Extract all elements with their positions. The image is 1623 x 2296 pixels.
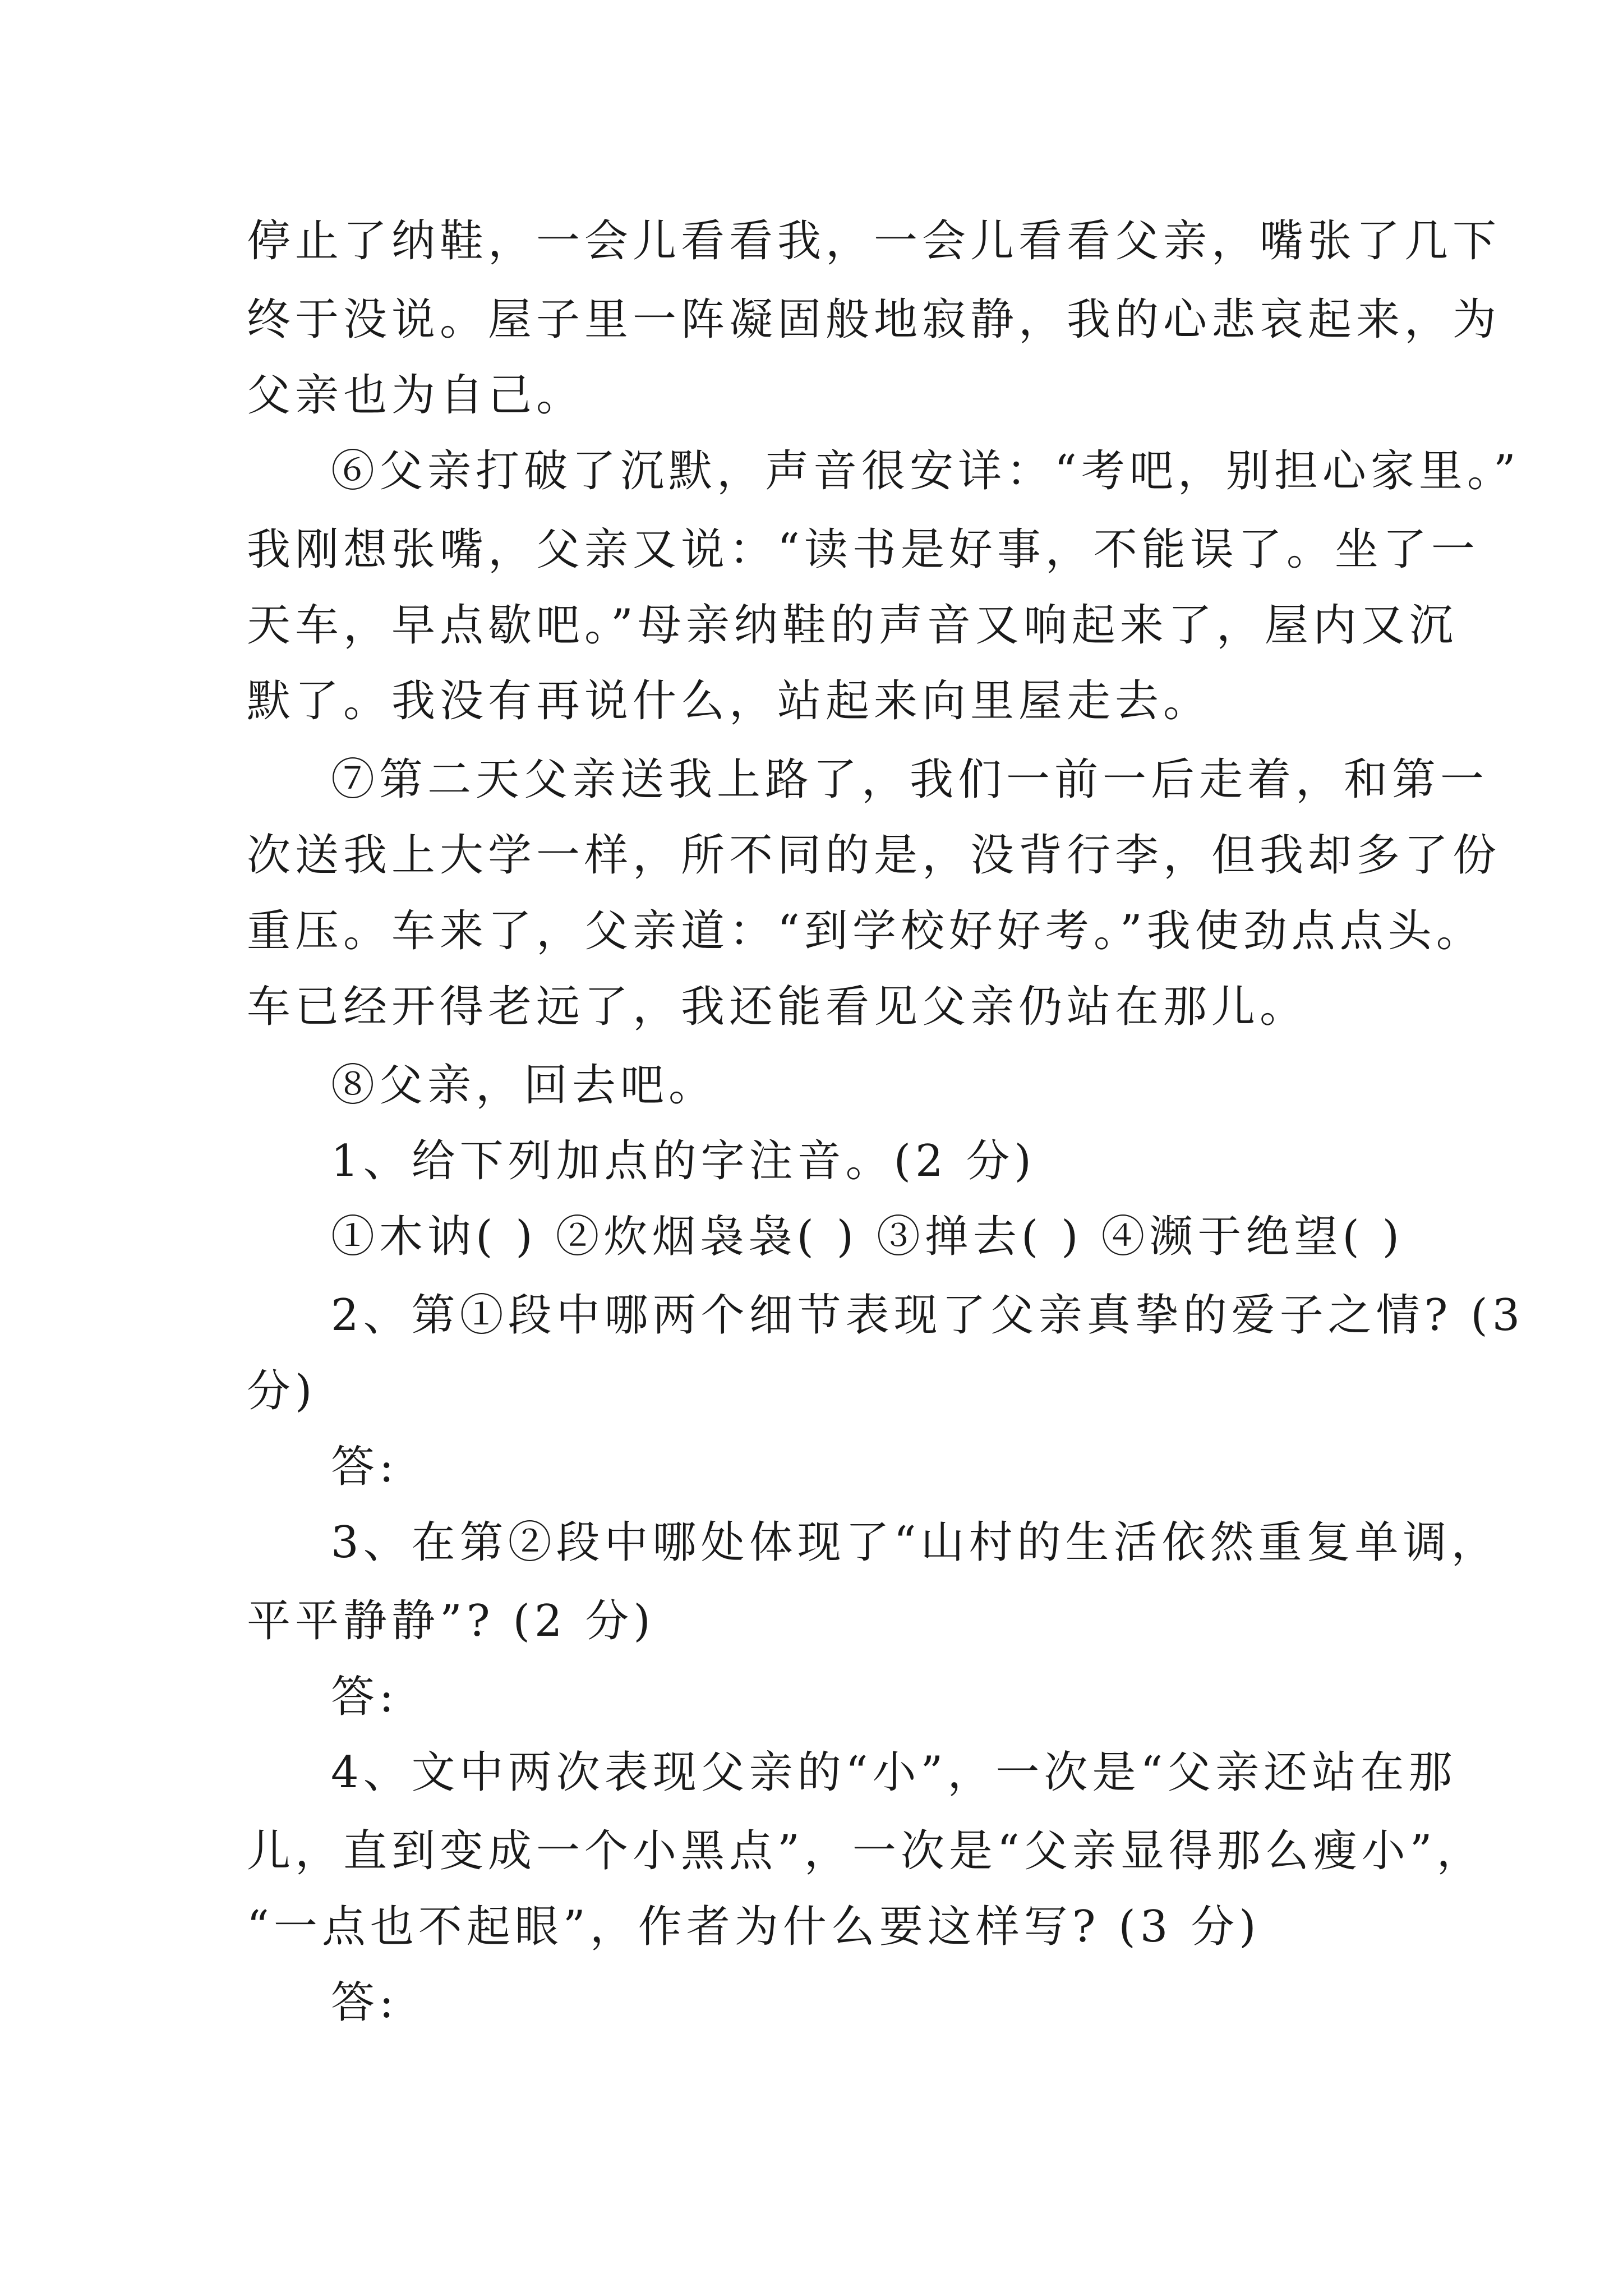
text-line: 天车，早点歇吧。”母亲纳鞋的声音又响起来了，屋内又沉 — [247, 600, 1458, 651]
text-line: 重压。车来了，父亲道：“到学校好好考。”我使劲点点头。 — [247, 906, 1484, 956]
text-line: 次送我上大学一样，所不同的是，没背行李，但我却多了份 — [247, 830, 1501, 881]
paragraph-6-line: ⑥父亲打破了沉默，声音很安详：“考吧，别担心家里。” — [331, 446, 1520, 496]
paragraph-7-line: ⑦第二天父亲送我上路了，我们一前一后走着，和第一 — [331, 754, 1489, 805]
text-line: 默了。我没有再说什么，站起来向里屋走去。 — [247, 676, 1212, 726]
question-1: 1、给下列加点的字注音。(2 分) — [331, 1136, 1036, 1186]
answer-label: 答: — [331, 1672, 399, 1722]
answer-label: 答: — [331, 1442, 399, 1492]
text-line: 平平静静”? (2 分) — [247, 1596, 655, 1646]
text-line: 终于没说。屋子里一阵凝固般地寂静，我的心悲哀起来，为 — [247, 295, 1501, 345]
text-line: 停止了纳鞋，一会儿看看我，一会儿看看父亲，嘴张了几下 — [247, 216, 1501, 266]
text-line: 父亲也为自己。 — [247, 370, 585, 421]
question-4: 4、文中两次表现父亲的“小”，一次是“父亲还站在那 — [331, 1747, 1457, 1798]
answer-label: 答: — [331, 1977, 399, 2028]
text-line: 分) — [247, 1366, 317, 1416]
text-line: 我刚想张嘴，父亲又说：“读书是好事，不能误了。坐了一 — [247, 524, 1479, 575]
question-3: 3、在第②段中哪处体现了“山村的生活依然重复单调， — [331, 1517, 1500, 1568]
text-line: 车已经开得老远了，我还能看见父亲仍站在那儿。 — [247, 982, 1308, 1032]
text-line: 儿，直到变成一个小黑点”，一次是“父亲显得那么瘦小”， — [247, 1826, 1485, 1876]
question-2: 2、第①段中哪两个细节表现了父亲真挚的爱子之情? (3 — [331, 1290, 1525, 1341]
paragraph-8-line: ⑧父亲，回去吧。 — [331, 1060, 717, 1111]
text-line: “一点也不起眼”，作者为什么要这样写? (3 分) — [247, 1902, 1261, 1952]
question-1-items: ①木讷( ) ②炊烟袅袅( ) ③掸去( ) ④濒于绝望( ) — [331, 1212, 1404, 1262]
